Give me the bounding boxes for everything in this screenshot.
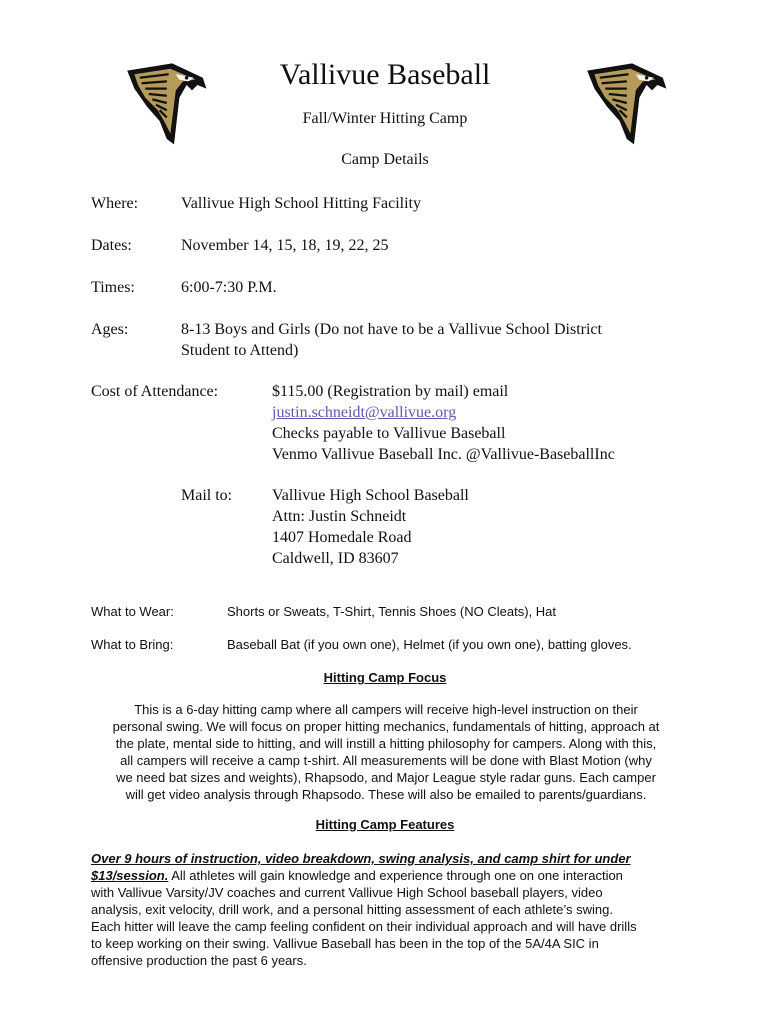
ages-value-line1: 8-13 Boys and Girls (Do not have to be a Vallivue School District — [181, 321, 602, 338]
price-per-session: $13/session. — [91, 868, 169, 883]
features-paragraph — [91, 850, 681, 969]
bring-value: Baseball Bat (if you own one), Helmet (if you own one), batting gloves. — [227, 637, 632, 652]
features-line-2-rest: All athletes will gain knowledge and experience through one on one interaction — [168, 868, 623, 883]
focus-paragraph — [88, 701, 684, 803]
features-line: with Vallivue Varsity/JV coaches and current Vallivue High School baseball players, video — [91, 885, 603, 900]
focus-line: the plate, mental side to hitting, and will instill a hitting philosophy for campers. Along with this, — [115, 736, 657, 751]
focus-line: will get video analysis through Rhapsodo. These will also be emailed to parents/guardians. — [125, 787, 647, 802]
cost-line3: Checks payable to Vallivue Baseball — [272, 425, 506, 442]
dates-label: Dates: — [91, 237, 132, 254]
focus-heading: Hitting Camp Focus — [323, 670, 447, 685]
focus-line: personal swing. We will focus on proper hitting mechanics, fundamentals of hitting, approach at — [112, 719, 660, 734]
page-title: Vallivue Baseball — [279, 58, 491, 91]
features-line: to keep working on their swing. Vallivue Baseball has been in the top of the 5A/4A SIC in — [91, 936, 599, 951]
features-line: Each hitter will leave the camp feeling confident on their individual approach and will have drills — [91, 919, 637, 934]
where-label: Where: — [91, 195, 139, 212]
mail-line4: Caldwell, ID 83607 — [272, 550, 399, 567]
cost-line1: $115.00 (Registration by mail) email — [272, 383, 509, 400]
times-label: Times: — [91, 279, 135, 296]
ages-value-line2: Student to Attend) — [181, 342, 299, 359]
features-emph-line: Over 9 hours of instruction, video breakdown, swing analysis, and camp shirt for under — [91, 851, 631, 866]
section-heading: Camp Details — [341, 151, 429, 168]
bring-label: What to Bring: — [91, 637, 174, 652]
wear-label: What to Wear: — [91, 604, 174, 619]
cost-line4: Venmo Vallivue Baseball Inc. @Vallivue-BaseballInc — [272, 446, 615, 463]
features-line: offensive production the past 6 years. — [91, 953, 307, 968]
dates-value: November 14, 15, 18, 19, 22, 25 — [181, 237, 389, 254]
features-heading: Hitting Camp Features — [315, 817, 455, 832]
page-subtitle: Fall/Winter Hitting Camp — [302, 110, 468, 127]
times-value: 6:00-7:30 P.M. — [181, 279, 277, 296]
mail-label: Mail to: — [181, 487, 233, 504]
mail-line3: 1407 Homedale Road — [272, 529, 412, 546]
features-line-2 — [91, 867, 681, 884]
mail-line1: Vallivue High School Baseball — [272, 487, 469, 504]
focus-line: all campers will receive a camp t-shirt. All measurements will be done with Blast Motion (why — [120, 753, 652, 768]
mail-line2: Attn: Justin Schneidt — [272, 508, 407, 525]
focus-line: This is a 6-day hitting camp where all campers will receive high-level instruction on their — [134, 702, 638, 717]
email-link[interactable]: justin.schneidt@vallivue.org — [272, 404, 457, 421]
cost-label: Cost of Attendance: — [91, 383, 219, 400]
ages-label: Ages: — [91, 321, 129, 338]
wear-value: Shorts or Sweats, T-Shirt, Tennis Shoes (NO Cleats), Hat — [227, 604, 556, 619]
focus-line: we need bat sizes and weights), Rhapsodo, and Major League style radar guns. Each camper — [116, 770, 656, 785]
where-value: Vallivue High School Hitting Facility — [181, 195, 421, 212]
features-line: analysis, exit velocity, drill work, and a personal hitting assessment of each athlete’s swing. — [91, 902, 613, 917]
